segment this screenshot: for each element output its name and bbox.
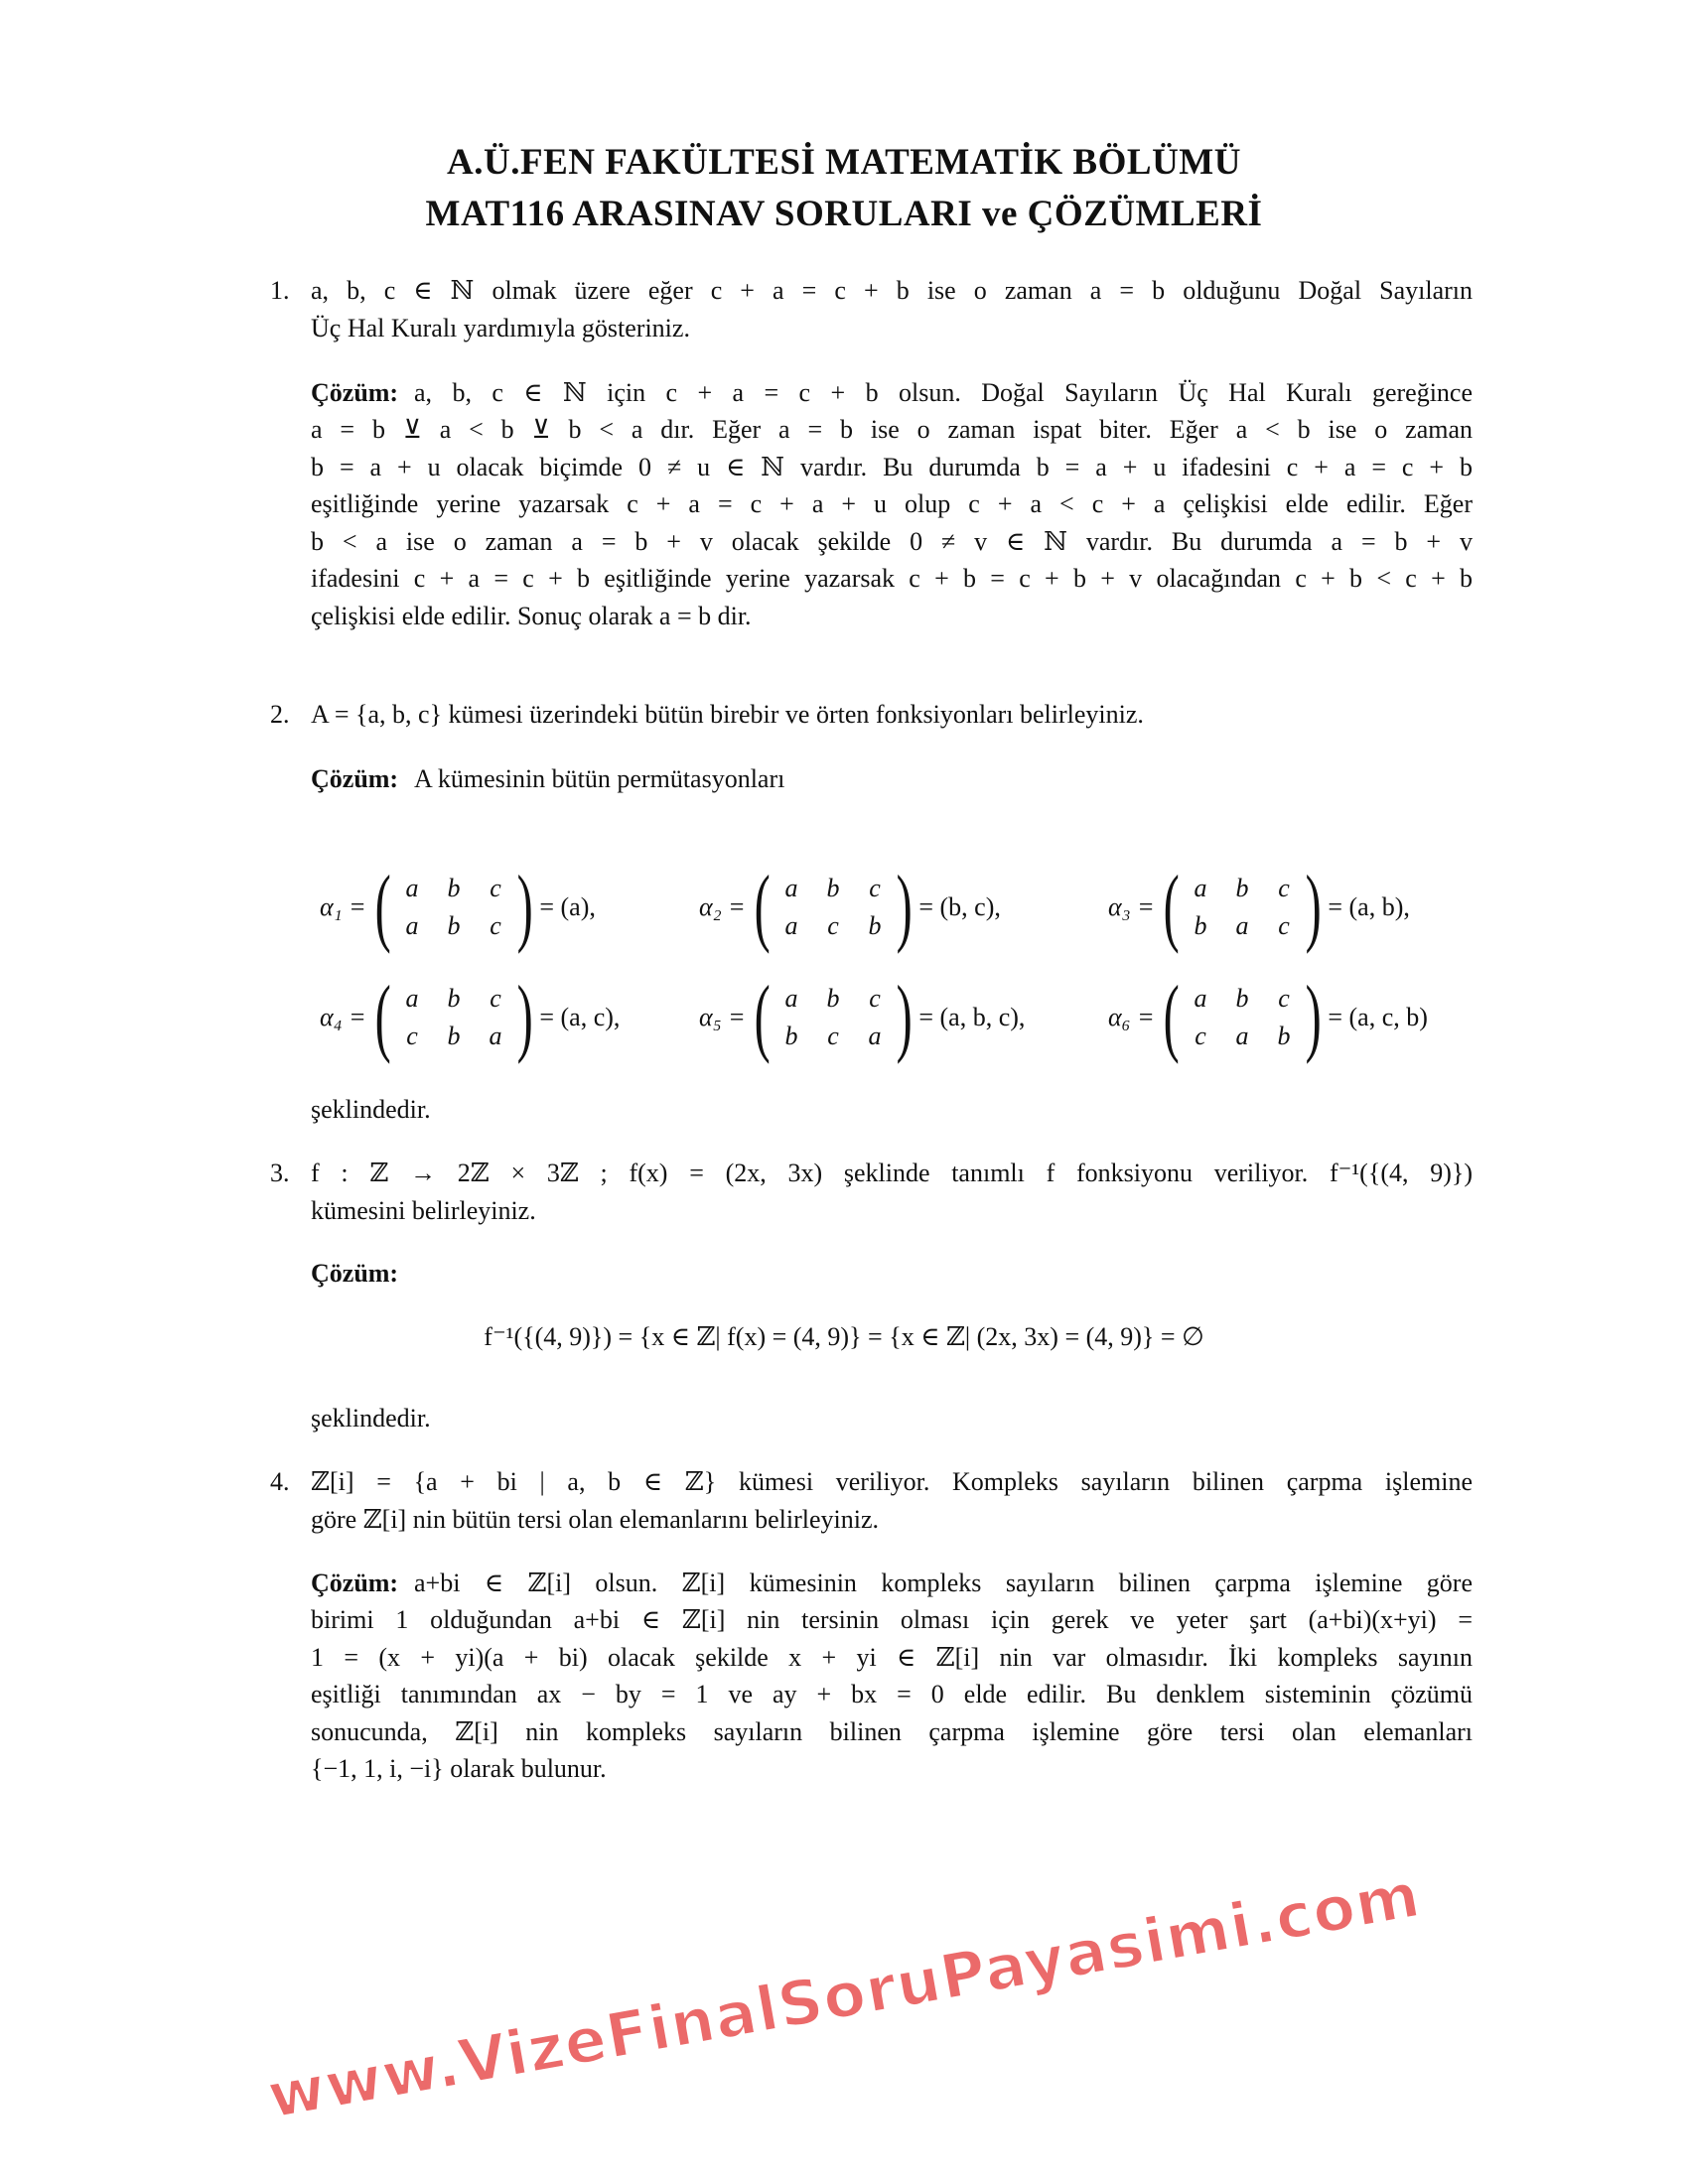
right-paren: ) <box>1305 859 1322 955</box>
watermark: www.VizeFinalSoruPayasimi.com <box>262 1857 1426 2133</box>
permutation-3 <box>1108 859 1410 955</box>
solution-3-label: Çözüm: <box>311 1259 399 1288</box>
question-4-line: ℤ[i] = {a + bi | a, b ∈ ℤ} kümesi veriliyor. Kompleks sayıların bilinen çarpma işlemine <box>311 1467 1473 1496</box>
permutation-label: α₃ = <box>1108 892 1155 921</box>
matrix-cell: c <box>827 911 839 940</box>
right-paren: ) <box>896 859 913 955</box>
solution-4-line: 1 = (x + yi)(a + bi) olacak şekilde x + yi ∈ ℤ[i] nin var olmasıdır. İki kompleks sayının <box>311 1643 1473 1672</box>
left-paren: ( <box>754 969 771 1065</box>
question-4-number: 4. <box>270 1467 290 1496</box>
matrix-cell: b <box>447 874 461 902</box>
matrix-cell: a <box>784 874 798 902</box>
permutation-matrix <box>1180 980 1305 1055</box>
matrix-cell: c <box>1278 911 1290 940</box>
permutation-matrix <box>771 870 896 945</box>
matrix-cell: a <box>1235 1022 1249 1050</box>
solution-4-line: a+bi ∈ ℤ[i] olsun. ℤ[i] kümesinin kompleks sayıların bilinen çarpma işlemine göre <box>414 1569 1473 1597</box>
solution-3-equation: f⁻¹({(4, 9)}) = {x ∈ ℤ| f(x) = (4, 9)} = {x ∈ ℤ| (2x, 3x) = (4, 9)} = ∅ <box>484 1322 1204 1351</box>
matrix-cell: c <box>1278 984 1290 1013</box>
solution-4-line: {−1, 1, i, −i} olarak bulunur. <box>311 1754 607 1783</box>
permutation-matrix <box>1180 870 1305 945</box>
matrix-cell: a <box>405 874 419 902</box>
cycle-notation: = (a), <box>539 892 596 921</box>
cycle-notation: = (a, c, b) <box>1328 1003 1428 1031</box>
solution-4-line: birimi 1 olduğundan a+bi ∈ ℤ[i] nin tersinin olması için gerek ve yeter şart (a+bi)(x+yi) = <box>311 1605 1473 1634</box>
solution-1-line: b = a + u olacak biçimde 0 ≠ u ∈ ℕ vardır. Bu durumda b = a + u ifadesini c + a = c + b <box>311 453 1473 481</box>
permutation-matrix <box>391 870 516 945</box>
solution-4-label: Çözüm: <box>311 1569 399 1597</box>
question-3-line: f : ℤ → 2ℤ × 3ℤ ; f(x) = (2x, 3x) şeklinde tanımlı f fonksiyonu veriliyor. f⁻¹({(4, 9)}) <box>311 1159 1473 1187</box>
question-2-number: 2. <box>270 700 290 729</box>
permutation-label: α₁ = <box>320 892 366 921</box>
question-1-line: Üç Hal Kuralı yardımıyla gösteriniz. <box>311 314 690 342</box>
question-3-line: kümesini belirleyiniz. <box>311 1196 536 1225</box>
permutation-2 <box>699 859 1001 955</box>
document-title-line2: MAT116 ARASINAV SORULARI ve ÇÖZÜMLERİ <box>425 194 1263 234</box>
matrix-cell: b <box>1277 1022 1291 1050</box>
matrix-cell: b <box>1235 984 1249 1013</box>
solution-1-line: b < a ise o zaman a = b + v olacak şekilde 0 ≠ v ∈ ℕ vardır. Bu durumda a = b + v <box>311 527 1473 556</box>
matrix-cell: c <box>490 874 501 902</box>
question-4-line: göre ℤ[i] nin bütün tersi olan elemanlarını belirleyiniz. <box>311 1505 880 1534</box>
question-1-line: a, b, c ∈ ℕ olmak üzere eğer c + a = c + b ise o zaman a = b olduğunu Doğal Sayıların <box>311 276 1473 305</box>
permutation-label: α₄ = <box>320 1003 366 1031</box>
permutation-5 <box>699 969 1026 1065</box>
cycle-notation: = (a, b, c), <box>918 1003 1026 1031</box>
solution-1-line: ifadesini c + a = c + b eşitliğinde yerine yazarsak c + b = c + b + v olacağından c + b < c + b <box>311 564 1473 593</box>
matrix-cell: a <box>405 984 419 1013</box>
permutation-label: α₂ = <box>699 892 746 921</box>
matrix-cell: c <box>1195 1022 1206 1050</box>
matrix-cell: b <box>868 911 882 940</box>
cycle-notation: = (a, b), <box>1328 892 1410 921</box>
matrix-cell: c <box>490 984 501 1013</box>
right-paren: ) <box>1305 969 1322 1065</box>
matrix-cell: a <box>868 1022 882 1050</box>
solution-1-line: a = b ⊻ a < b ⊻ b < a dır. Eğer a = b ise o zaman ispat biter. Eğer a < b ise o zaman <box>311 415 1473 444</box>
solution-3-closing: şeklindedir. <box>311 1404 431 1433</box>
matrix-cell: b <box>1235 874 1249 902</box>
cycle-notation: = (a, c), <box>539 1003 621 1031</box>
left-paren: ( <box>374 859 391 955</box>
left-paren: ( <box>374 969 391 1065</box>
solution-4-line: sonucunda, ℤ[i] nin kompleks sayıların bilinen çarpma işlemine göre tersi olan elemanları <box>311 1717 1473 1746</box>
matrix-cell: c <box>406 1022 418 1050</box>
permutation-4 <box>320 969 621 1065</box>
right-paren: ) <box>896 969 913 1065</box>
solution-2-label: Çözüm: <box>311 764 399 793</box>
permutation-label: α₅ = <box>699 1003 746 1031</box>
matrix-cell: b <box>1194 911 1207 940</box>
cycle-notation: = (b, c), <box>918 892 1001 921</box>
permutation-label: α₆ = <box>1108 1003 1155 1031</box>
matrix-cell: b <box>784 1022 798 1050</box>
matrix-cell: a <box>784 911 798 940</box>
right-paren: ) <box>516 969 533 1065</box>
right-paren: ) <box>516 859 533 955</box>
permutation-matrix <box>391 980 516 1055</box>
matrix-cell: c <box>869 984 881 1013</box>
matrix-cell: c <box>1278 874 1290 902</box>
permutation-6 <box>1108 969 1428 1065</box>
question-3-number: 3. <box>270 1159 290 1187</box>
matrix-cell: a <box>1194 984 1207 1013</box>
solution-4-line: eşitliği tanımından ax − by = 1 ve ay + bx = 0 elde edilir. Bu denklem sisteminin çözümü <box>311 1680 1473 1708</box>
left-paren: ( <box>754 859 771 955</box>
matrix-cell: c <box>827 1022 839 1050</box>
solution-2-text: A kümesinin bütün permütasyonları <box>414 764 785 793</box>
solution-2-closing: şeklindedir. <box>311 1095 431 1124</box>
matrix-cell: a <box>1194 874 1207 902</box>
matrix-cell: b <box>826 874 840 902</box>
document-title-line1: A.Ü.FEN FAKÜLTESİ MATEMATİK BÖLÜMÜ <box>447 142 1241 183</box>
solution-1-label: Çözüm: <box>311 378 399 407</box>
question-2-text: A = {a, b, c} kümesi üzerindeki bütün birebir ve örten fonksiyonları belirleyiniz. <box>311 700 1144 729</box>
question-1-number: 1. <box>270 276 290 305</box>
left-paren: ( <box>1163 969 1180 1065</box>
matrix-cell: b <box>447 911 461 940</box>
matrix-cell: c <box>490 911 501 940</box>
matrix-cell: a <box>784 984 798 1013</box>
matrix-cell: a <box>1235 911 1249 940</box>
matrix-cell: b <box>447 984 461 1013</box>
left-paren: ( <box>1163 859 1180 955</box>
matrix-cell: b <box>447 1022 461 1050</box>
permutation-matrix <box>771 980 896 1055</box>
matrix-cell: a <box>489 1022 502 1050</box>
matrix-cell: a <box>405 911 419 940</box>
solution-1-line: a, b, c ∈ ℕ için c + a = c + b olsun. Doğal Sayıların Üç Hal Kuralı gereğince <box>414 378 1473 407</box>
matrix-cell: b <box>826 984 840 1013</box>
matrix-cell: c <box>869 874 881 902</box>
solution-1-line: eşitliğinde yerine yazarsak c + a = c + a + u olup c + a < c + a çelişkisi elde edilir. Eğer <box>311 489 1473 518</box>
solution-1-line: çelişkisi elde edilir. Sonuç olarak a = b dir. <box>311 602 752 630</box>
permutation-1 <box>320 859 596 955</box>
